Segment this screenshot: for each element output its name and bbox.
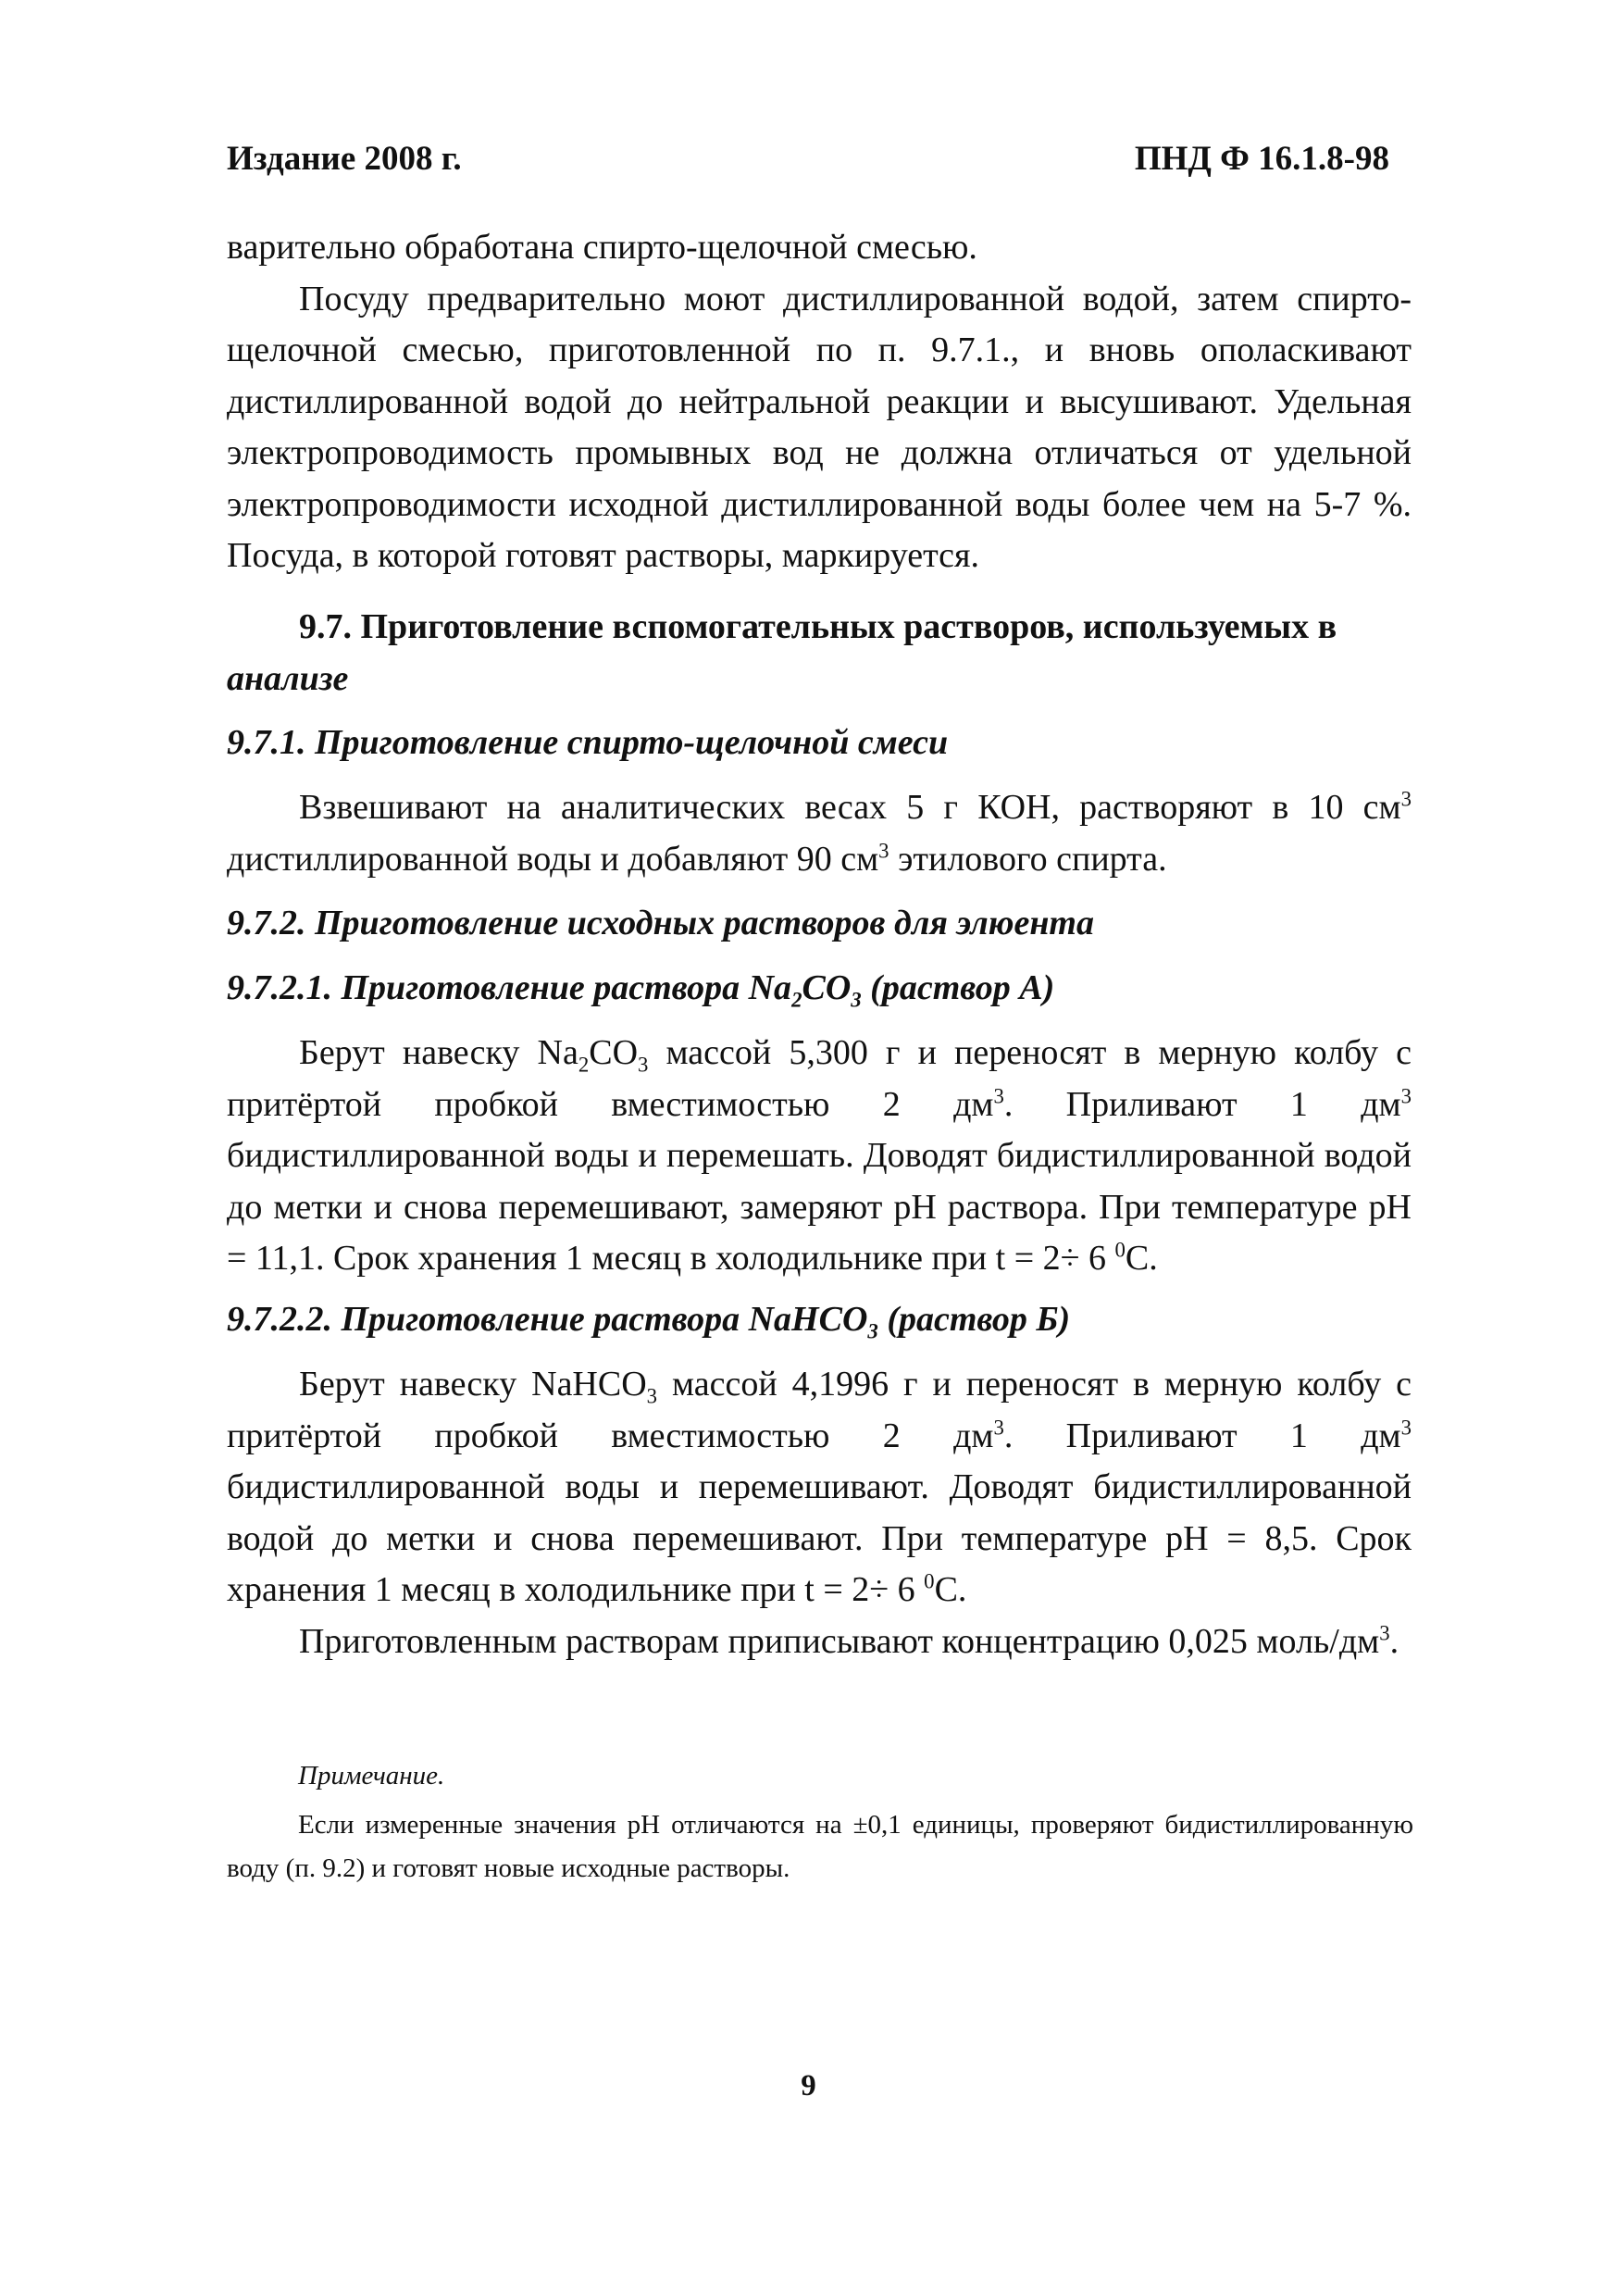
body-block-1 — [227, 222, 1412, 582]
section-9-7-title-line1: 9.7. Приготовление вспомогательных растворов, используемых в — [299, 607, 1337, 646]
page-number: 9 — [801, 2069, 816, 2103]
paragraph-solution-a: Берут навеску $Na_2CO_3$ массой 5,300 г и переносят в мерную колбу с притёртой пробкой вместимостью 2 $дм^3$. Приливают 1 $дм^3$ бидистиллированной воды и перемешать. Доводят бидистиллированной водой до метки и снова перемешивают, замеряют pH раствора. При температуре pH = 11,1. Срок хранения 1 месяц в холодильнике при t = 2÷ 6 $^0$С. — [227, 1033, 1412, 1278]
section-9-7-2 — [227, 898, 1412, 950]
note-title: Примечание. — [298, 1761, 445, 1791]
edition-label: Издание 2008 г. — [227, 140, 462, 178]
section-9-7-1 — [227, 718, 1412, 769]
paragraph-9-7-2-2 — [227, 1359, 1412, 1667]
paragraph-9-7-2-1 — [227, 1028, 1412, 1285]
paragraph-concentration: Приготовленным растворам приписывают концентрацию 0,025 моль/$дм^3$. — [299, 1620, 1399, 1661]
section-9-7-2-heading: 9.7.2. Приготовление исходных растворов для элюента — [227, 904, 1094, 942]
section-9-7-title-line2: анализе — [227, 658, 349, 698]
document-code: ПНД Ф 16.1.8-98 — [1134, 140, 1389, 178]
section-9-7-2-2-heading: 9.7.2.2. Приготовление раствора NaHCO$_3$ (раствор Б) — [227, 1300, 1071, 1343]
section-9-7-1-heading: 9.7.1. Приготовление спирто-щелочной смеси — [227, 723, 949, 762]
paragraph-alcohol-alkali-mixture: Взвешивают на аналитических весах 5 г КОН, растворяют в 10 $см^3$ дистиллированной воды и добавляют 90 $см^3$ этилового спирта. — [227, 787, 1412, 879]
section-9-7-2-1 — [227, 963, 1412, 1015]
paragraph-solution-b: Берут навеску NaHCO$_3$ массой 4,1996 г и переносят в мерную колбу с притёртой пробкой вместимостью 2 $дм^3$. Приливают 1 $дм^3$ бидистиллированной воды и перемешивают. Доводят бидистиллированной водой до метки и снова перемешивают. При температуре pH = 8,5. Срок хранения 1 месяц в холодильнике при t = 2÷ 6 $^0$С. — [227, 1365, 1412, 1609]
section-9-7-2-2 — [227, 1294, 1412, 1346]
paragraph-9-7-1 — [227, 782, 1412, 885]
section-9-7-heading — [227, 602, 1412, 705]
continuation-line: варительно обработана спирто-щелочной смесью. — [227, 228, 977, 267]
note-text: Если измеренные значения pH отличаются на ±0,1 единицы, проверяют бидистиллированную воду (п. 9.2) и готовят новые исходные растворы. — [227, 1810, 1413, 1883]
paragraph-glassware-washing: Посуду предварительно моют дистиллированной водой, затем спирто-щелочной смесью, приготовленной по п. 9.7.1., и вновь ополаскивают дистиллированной водой до нейтральной реакции и высушивают. Удельная электропроводимость промывных вод не должна отличаться от удельной электропроводимости исходной дистиллированной воды более чем на 5-7 %. Посуда, в которой готовят растворы, маркируется. — [227, 279, 1412, 575]
section-9-7-2-1-heading: 9.7.2.1. Приготовление раствора $Na_2CO_3$ (раствор А) — [227, 968, 1055, 1012]
